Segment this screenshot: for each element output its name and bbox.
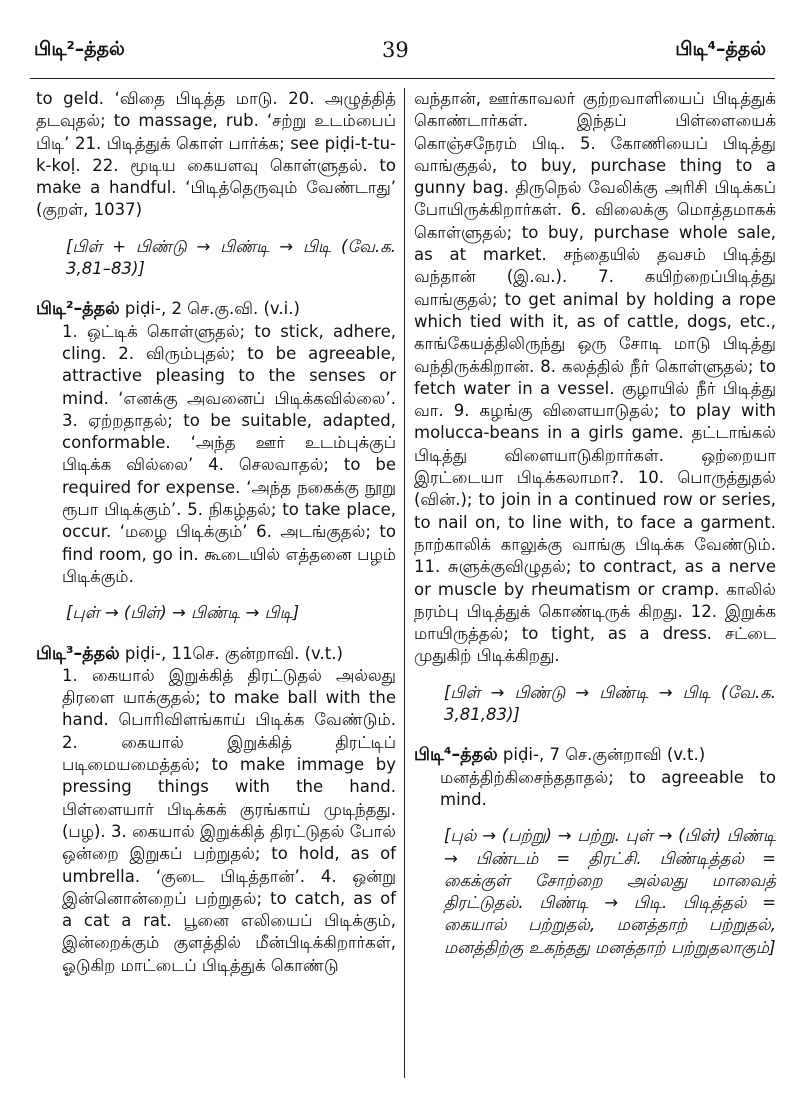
column-divider [404,88,405,1078]
continued-text: to geld. ‘விதை பிடித்த மாடு. 20. அழுத்தித் தடவுதல்; to massage, rub. ‘சற்று உடம்பைப் பிடி’ 21. பிடித்துக் கொள் பார்க்க; see piḍi-t-tu-k-koḷ. 22. மூடிய கையளவு கொள்ளுதல். to make a handful. ‘பிடித்தெருவும் வேண்டாது’ (குறள், 1037) [36,89,396,220]
headword: பிடி²–த்தல் [36,299,120,320]
headword: பிடி³–த்தல் [36,643,120,664]
header-rule [30,78,775,79]
entry-pidi-4 [414,744,776,766]
headword: பிடி⁴–த்தல் [414,745,498,766]
entry-pidi-2 [36,298,396,320]
entry-body: மனத்திற்கிசைந்ததாதல்; to agreeable to mind. [440,767,776,809]
entry-meta: piḍi-, 11செ. குன்றாவி. (v.t.) [119,643,343,663]
entry-meta: piḍi-, 2 செ.கு.வி. (v.i.) [119,299,300,319]
page-number: 39 [382,38,409,62]
entry-continuation: வந்தான், ஊர்காவலர் குற்றவாளியைப் பிடித்துக் கொண்டார்கள். இந்தப் பிள்ளையைக் கொஞ்சநேரம் பிடி. 5. கோணியைப் பிடித்து வாங்குதல், to buy, purchase thing to a gunny bag. திருநெல் வேலிக்கு அரிசி பிடிக்கப் போயிருக்கிறார்கள். 6. விலைக்கு மொத்தமாகக் கொள்ளுதல்; to buy, purchase whole sale, as at market. சந்தையில் தவசம் பிடித்து வந்தான் (இ.வ.). 7. கயிற்றைப்பிடித்து வாங்குதல்; to get animal by holding a rope which tied with it, as of cattle, dogs, etc., காங்கேயத்திலிருந்து ஒரு சோடி மாடு பிடித்து வந்திருக்கிறான். 8. கலத்தில் நீர் கொள்ளுதல்; to fetch water in a vessel. குழாயில் நீர் பிடித்து வா. 9. கழங்கு விளையாடுதல்; to play with molucca-beans in a girls game. தட்டாங்கல் பிடித்து விளையாடுகிறார்கள். ஒற்றையா இரட்டையா பிடிக்கலாமா?. 10. பொருத்துதல் (வின்.); to join in a continued row or series, to nail on, to line with, to face a garment. நாற்காலிக் காலுக்கு வாங்கு பிடிக்க வேண்டும். 11. சுளுக்குவிழுதல்; to contract, as a nerve or muscle by rheumatism or cramp. காலில் நரம்பு பிடித்துக் கொண்டிருக் கிறது. 12. இறுக்க மாயிருத்தல்; to tight, as a dress. சட்டை முதுகிற் பிடிக்கிறது. [414,89,776,666]
left-column [36,88,396,977]
entry-body: 1. கையால் இறுக்கித் திரட்டுதல் அல்லது திரளை யாக்குதல்; to make ball with the hand. பொரிவிளங்காய் பிடிக்க வேண்டும். 2. கையால் இறுக்கித் திரட்டிப் படிமையமைத்தல்; to make immage by pressing things with the hand. பிள்ளையார் பிடிக்கக் குரங்காய் முடிந்தது. (பழ). 3. கையால் இறுக்கித் திரட்டுதல் போல் ஒன்றை இறுகப் பற்றுதல்; to hold, as of umbrella. ‘குடை பிடித்தான்’. 4. ஒன்று இன்னொன்றைப் பற்றுதல்; to catch, as of a cat a rat. பூனை எலியைப் பிடிக்கும், இன்றைக்கும் குளத்தில் மீன்பிடிக்கிறார்கள், ஓடுகிற மாட்டைப் பிடித்துக் கொண்டு [62,665,396,975]
entry-pidi-3 [36,643,396,665]
etymology-note: [புல் → (பற்று) → பற்று. புள் → (பிள்) பிண்டி → பிண்டம் = திரட்சி. பிண்டித்தல் = கைக்குள் சோற்றை அல்லது மாவைத் திரட்டுதல். பிண்டி → பிடி. பிடித்தல் = கையால் பற்றுதல், மனத்தாற் பற்றுதல், மனத்திற்கு உகந்தது மனத்தாற் பற்றுதலாகும்] [444,826,776,957]
etymology-note: [பிள் + பிண்டு → பிண்டி → பிடி (வே.க. 3,81–83)] [66,236,396,279]
header-right-term: பிடி⁴–த்தல் [675,38,766,60]
etymology-note: [புள் → (பிள்) → பிண்டி → பிடி] [66,603,300,623]
entry-body: 1. ஒட்டிக் கொள்ளுதல்; to stick, adhere, cling. 2. விரும்புதல்; to be agreeable, attractive pleasing to the senses or mind. ‘எனக்கு அவனைப் பிடிக்கவில்லை’. 3. ஏற்றதாதல்; to be suitable, adapted, conformable. ‘அந்த ஊர் உடம்புக்குப் பிடிக்க வில்லை’ 4. செலவாதல்; to be required for expense. ‘அந்த நகைக்கு நூறு ரூபா பிடிக்கும்’. 5. நிகழ்தல்; to take place, occur. ‘மழை பிடிக்கும்’ 6. அடங்குதல்; to find room, go in. கூடையில் எத்தனை பழம் பிடிக்கும். [62,321,396,586]
right-column [414,88,776,977]
entry-meta: piḍi-, 7 செ.குன்றாவி (v.t.) [497,745,706,765]
etymology-note: [பிள் → பிண்டு → பிண்டி → பிடி (வே.க. 3,81,83)] [444,682,776,725]
header-left-term: பிடி²–த்தல் [34,38,125,60]
